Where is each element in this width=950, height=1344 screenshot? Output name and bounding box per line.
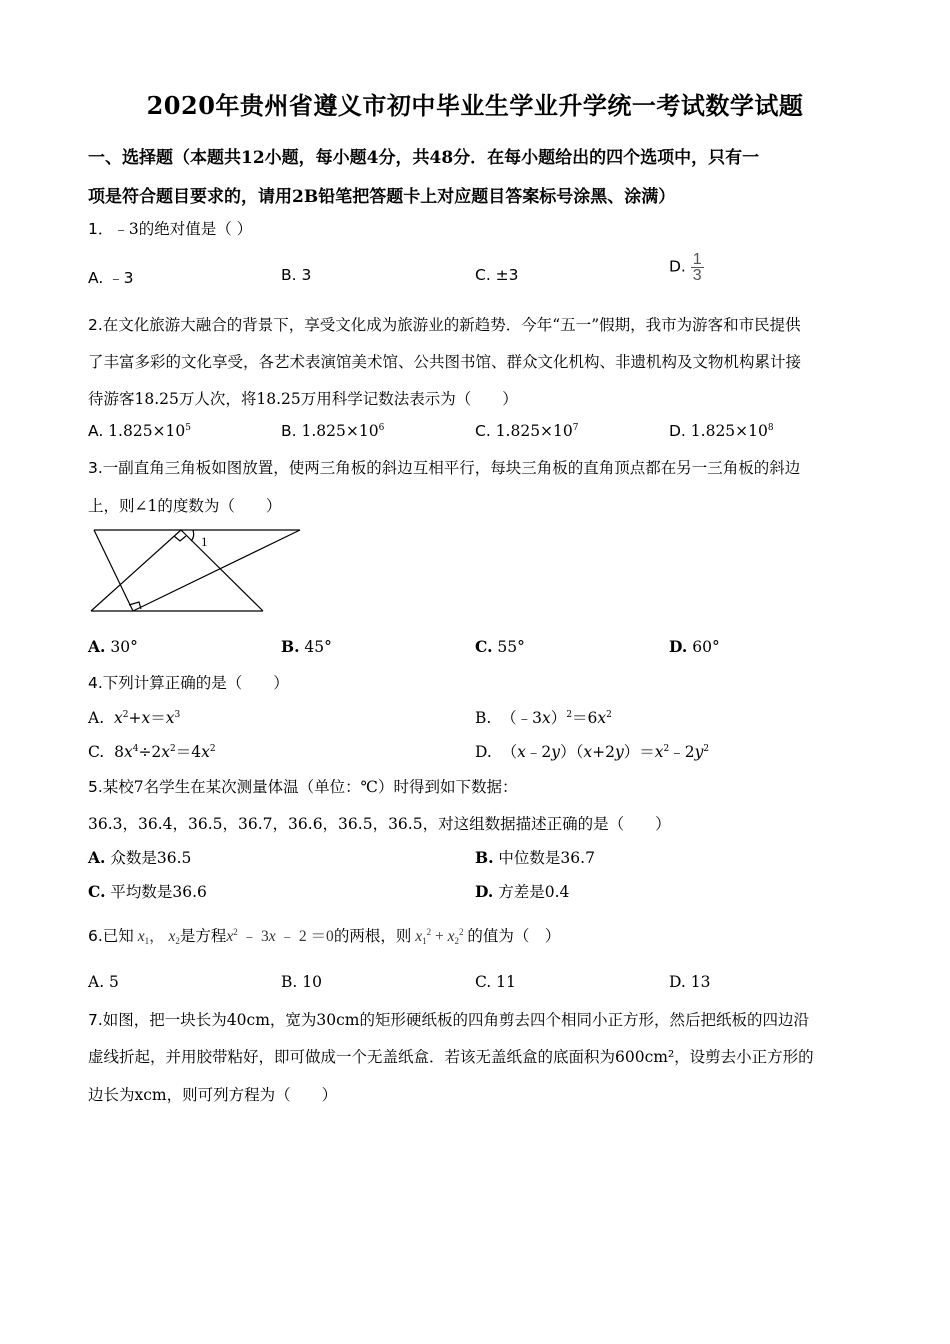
option-exponent: 5 xyxy=(185,423,192,433)
question-2-line3: 待游客18.25万人次，将18.25万用科学记数法表示为（ ） xyxy=(88,390,518,408)
question-2-option-d xyxy=(669,422,774,440)
fraction-numerator: 1 xyxy=(692,251,702,268)
question-6-option-b: B. 10 xyxy=(281,973,322,991)
question-5-option-a xyxy=(88,846,191,868)
question-6-option-a: A. 5 xyxy=(88,973,119,991)
option-value: 众数是36.5 xyxy=(105,849,192,867)
question-4-stem xyxy=(88,671,878,693)
option-label: D. xyxy=(669,422,691,440)
option-value: 1.825×10 xyxy=(690,422,768,440)
page-title: 2020年贵州省遵义市初中毕业生学业升学统一考试数学试题 xyxy=(146,91,804,120)
option-label: A. xyxy=(88,848,106,867)
question-2-text-1: 在文化旅游大融合的背景下，享受文化成为旅游业的新趋势．今年“五一”假期，我市为游客和市民提供 xyxy=(102,316,801,334)
question-2-number: 2. xyxy=(88,316,103,334)
question-2-line1 xyxy=(88,313,878,335)
question-2-option-a xyxy=(88,422,191,440)
option-label: B. xyxy=(475,709,492,727)
question-4-option-a: A. $x^2+x=x^3$ xyxy=(88,709,181,727)
option-label: B. xyxy=(281,422,302,440)
option-label: C. xyxy=(475,637,493,656)
question-1-option-a: A. ﹣3 xyxy=(88,269,134,287)
question-5-option-c xyxy=(88,880,207,902)
option-value: 方差是0.4 xyxy=(493,883,570,901)
question-3-line2: 上，则∠1的度数为（ ） xyxy=(88,497,282,515)
question-1-stem xyxy=(88,217,878,239)
question-3-option-b xyxy=(281,637,332,656)
question-2-option-c xyxy=(475,422,579,440)
right-angle-mark-top xyxy=(174,536,186,541)
question-5-line1 xyxy=(88,775,878,797)
option-label: D. xyxy=(669,637,688,656)
option-value: 中位数是36.7 xyxy=(493,849,595,867)
question-6-text-4: 的值为（ ） xyxy=(467,927,561,945)
question-4-text: 下列计算正确的是（ ） xyxy=(102,674,289,692)
question-6-option-c: C. 11 xyxy=(475,973,516,991)
option-label: A. xyxy=(88,637,106,656)
option-value: 平均数是36.6 xyxy=(105,883,207,901)
question-5-option-b xyxy=(475,846,595,868)
question-6-option-d: D. 13 xyxy=(669,973,711,991)
angle-1-arc xyxy=(191,530,194,541)
question-6-text-1: 已知 xyxy=(102,927,134,945)
question-2-option-b xyxy=(281,422,384,440)
option-label: C. xyxy=(475,422,496,440)
question-1-option-d xyxy=(669,252,704,283)
option-label: C. xyxy=(88,882,106,901)
option-label: A. xyxy=(88,709,105,727)
question-2-line2: 了丰富多彩的文化享受，各艺术表演馆美术馆、公共图书馆、群众文化机构、非遗机构及文物机构累计接 xyxy=(88,353,802,371)
option-label: D. xyxy=(475,743,492,761)
question-4-option-b: B. $(﹣3x)^2=6x^2$ xyxy=(475,709,612,727)
option-exponent: 6 xyxy=(378,423,385,433)
question-4-number: 4. xyxy=(88,674,103,692)
option-value: 45° xyxy=(299,638,332,656)
quadratic-equation-formula: $x^2$ ﹣ 3x ﹣ 2 ＝0 xyxy=(226,927,334,945)
question-7-line1 xyxy=(88,1008,878,1030)
question-1-text: ﹣3的绝对值是（ ） xyxy=(113,220,253,238)
section-heading-line2: 项是符合题目要求的，请用2B铅笔把答题卡上对应题目答案标号涂黑、涂满） xyxy=(88,187,676,207)
question-7-number: 7. xyxy=(88,1011,103,1029)
option-label: A. xyxy=(88,422,109,440)
question-6-number: 6. xyxy=(88,927,103,945)
option-value: 1.825×10 xyxy=(495,422,573,440)
question-1-option-b: B. 3 xyxy=(281,266,312,284)
angle-1-label: 1 xyxy=(201,534,208,549)
option-label: B. xyxy=(475,848,494,867)
question-4-option-d: D. $(x﹣2y)(x+2y)=x^2﹣2y^2$ xyxy=(475,743,710,761)
question-5-text-1: 某校7名学生在某次测量体温（单位：℃）时得到如下数据： xyxy=(102,778,518,796)
question-3-option-c xyxy=(475,637,525,656)
option-label: D. xyxy=(475,882,494,901)
question-3-line1 xyxy=(88,456,878,478)
question-6-text-3: 的两根，则 xyxy=(333,927,412,945)
x1-formula: $x_1$， $x_2$ xyxy=(137,928,180,946)
sum-of-squares-formula: $x_1^2 + x_2^2$ xyxy=(415,927,464,946)
question-5-option-d xyxy=(475,880,569,902)
section-heading-line1: 一、选择题（本题共12小题，每小题4分，共48分．在每小题给出的四个选项中，只有一 xyxy=(88,148,760,168)
question-7-line3: 边长为xcm，则可列方程为（ ） xyxy=(88,1086,338,1104)
fraction-one-third xyxy=(691,252,704,283)
triangle-rulers-figure xyxy=(85,524,307,616)
option-value: 1.825×10 xyxy=(301,422,379,440)
question-7-line2: 虚线折起，并用胶带粘好，即可做成一个无盖纸盒．若该无盖纸盒的底面积为600cm²，设剪去小正方形的 xyxy=(88,1048,814,1066)
question-3-option-d xyxy=(669,637,720,656)
question-7-text-1: 如图，把一块长为40cm，宽为30cm的矩形硬纸板的四角剪去四个相同小正方形，然后把纸板的四边沿 xyxy=(102,1011,810,1029)
question-5-line2: 36.3，36.4，36.5，36.7，36.6，36.5，36.5，对这组数据描述正确的是（ ） xyxy=(88,815,671,833)
option-value: 55° xyxy=(492,638,525,656)
option-exponent: 8 xyxy=(767,423,774,433)
option-value: 60° xyxy=(687,638,720,656)
option-exponent: 7 xyxy=(572,423,579,433)
question-5-number: 5. xyxy=(88,778,103,796)
option-label: B. xyxy=(281,637,300,656)
question-6-text-2: 是方程 xyxy=(179,927,227,945)
option-value: 30° xyxy=(105,638,138,656)
question-6-stem xyxy=(88,924,878,946)
question-1-option-c: C. ±3 xyxy=(475,266,519,284)
question-3-number: 3. xyxy=(88,459,103,477)
option-value: 1.825×10 xyxy=(108,422,186,440)
question-4-option-c: C. $8x^4\div 2x^2=4x^2$ xyxy=(88,743,216,761)
question-1-option-d-label: D. xyxy=(669,257,691,276)
option-label: C. xyxy=(88,743,105,761)
question-3-option-a xyxy=(88,637,138,656)
question-3-text-1: 一副直角三角板如图放置，使两三角板的斜边互相平行，每块三角板的直角顶点都在另一三角板的斜边 xyxy=(102,459,801,477)
question-1-number: 1． xyxy=(88,220,114,238)
fraction-denominator: 3 xyxy=(692,267,702,284)
